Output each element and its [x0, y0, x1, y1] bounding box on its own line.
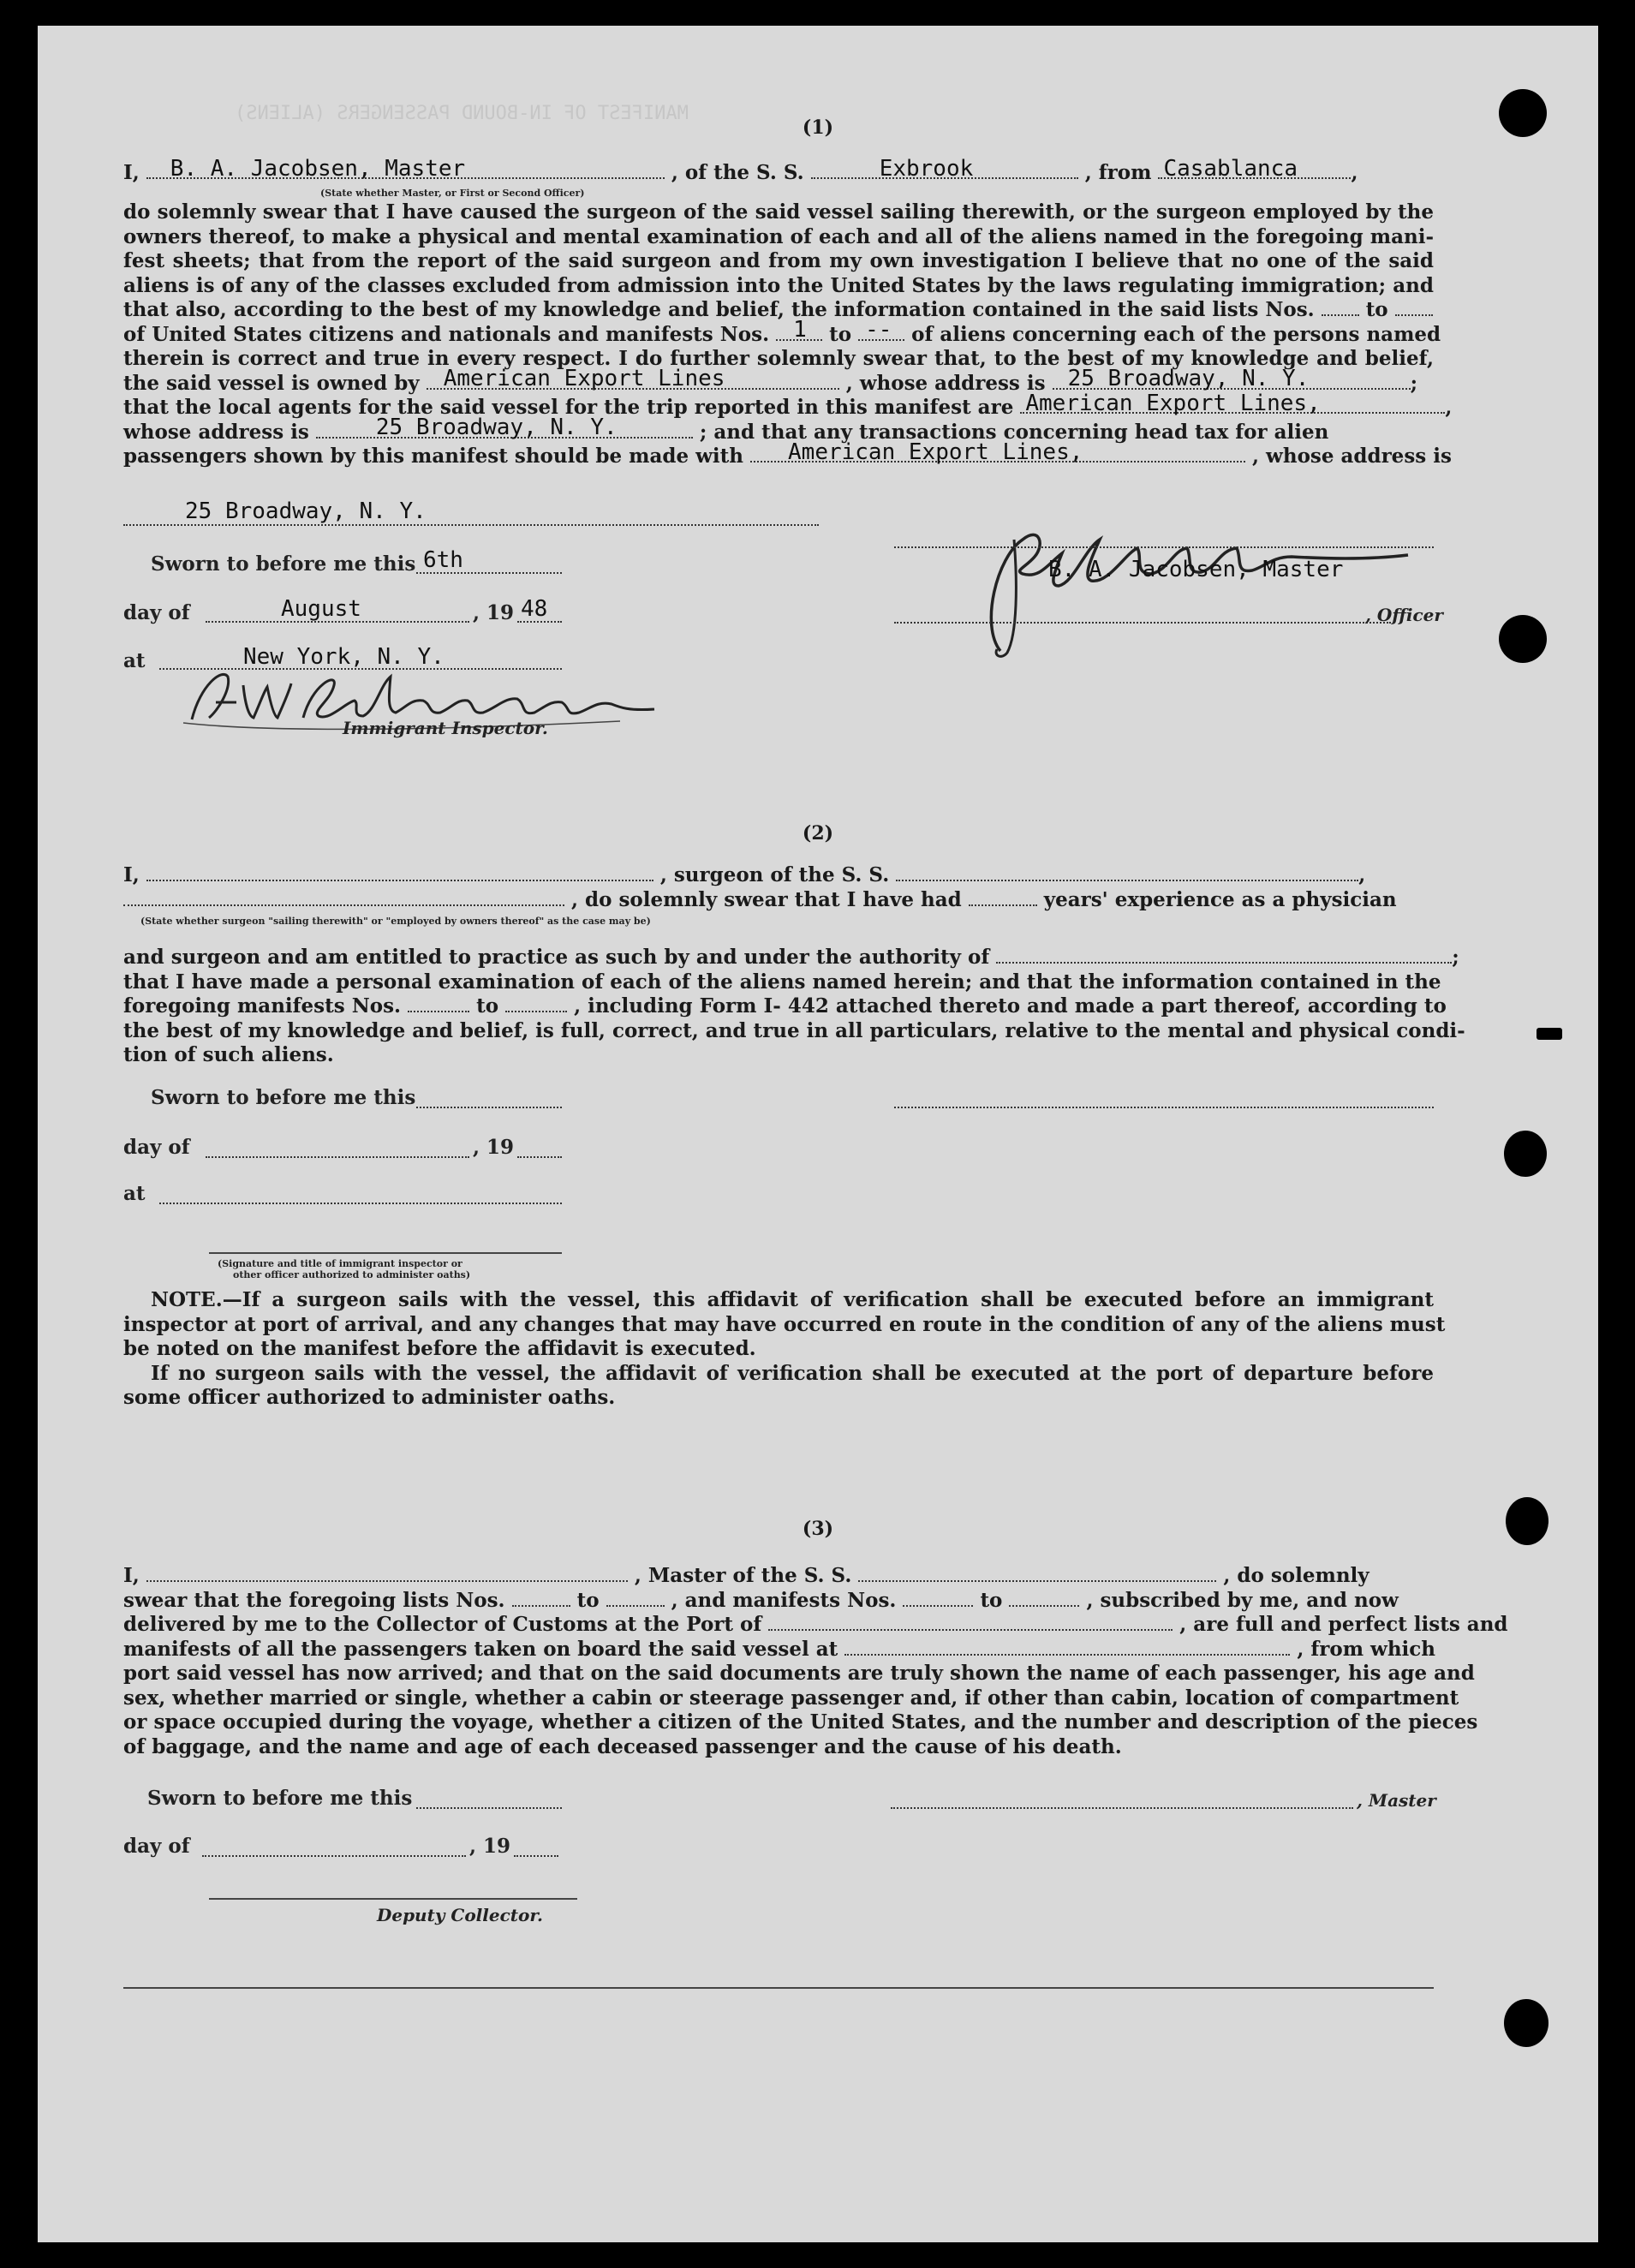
sworn-label-1: Sworn to before me this: [151, 552, 416, 576]
section-3-number: (3): [802, 1518, 834, 1540]
section3-master-name-field[interactable]: [146, 1565, 628, 1582]
section-1-number: (1): [802, 116, 834, 139]
surgeon-sworn-day-field[interactable]: [416, 1107, 562, 1108]
section3-port-field[interactable]: [768, 1614, 1173, 1631]
punch-hole: [1499, 89, 1547, 137]
surgeon-sworn-place-field[interactable]: [159, 1203, 562, 1204]
citizen-lists-to-field[interactable]: [1395, 299, 1433, 316]
officer-title-line[interactable]: [894, 622, 1391, 624]
owner-address-field[interactable]: 25 Broadway, N. Y.: [1053, 373, 1411, 390]
section3-manifests-to-field[interactable]: [1009, 1590, 1079, 1607]
section3-sworn-year-field[interactable]: [514, 1855, 558, 1857]
at-label-1: at: [123, 649, 146, 672]
inspector-caption: Immigrant Inspector.: [343, 718, 548, 738]
owner-field[interactable]: American Export Lines: [427, 373, 839, 390]
punch-hole: [1504, 1131, 1547, 1177]
day-of-label-3: day of: [123, 1835, 190, 1858]
headtax-address-value: 25 Broadway, N. Y.: [185, 498, 427, 524]
master-name-field[interactable]: B. A. Jacobsen, Master: [146, 162, 665, 179]
inspector-signature-line-2[interactable]: [209, 1252, 562, 1254]
manifest-to-field[interactable]: --: [858, 324, 904, 341]
section-3-body: I, , Master of the S. S. , do solemnly swear that the foregoing lists Nos. to , and manifests Nos. to , subscribed by me, and now delivered by me to the Collector of Customs at the Port of , are full and perfect lists and manifests of all the passengers taken on board the said vessel at , from which port said vessel has now arrived; and that on the said documents are truly shown the name of each passenger, his age and sex, whether married or single, whether a cabin or steerage passenger and, if other than cabin, location of compartment or space occupied during the voyage, whether a citizen of the United States, and the number and description of the pieces of baggage, and the name and age of each deceased passenger and the cause of his death.: [123, 1564, 1508, 1758]
master-signature: [963, 505, 1442, 677]
headtax-address-field[interactable]: [123, 524, 819, 526]
surgeon-status-field[interactable]: [123, 889, 564, 906]
section-1-header: I, B. A. Jacobsen, Master , of the S. S. Exbrook , from Casablanca ,: [123, 155, 1358, 184]
surgeon-signature-line[interactable]: [894, 1107, 1434, 1108]
section3-sworn-day-field[interactable]: [416, 1807, 562, 1809]
section3-lists-from-field[interactable]: [512, 1590, 570, 1607]
manifest-from-field[interactable]: 1: [776, 324, 822, 341]
section3-manifests-from-field[interactable]: [903, 1590, 973, 1607]
section-2-body: and surgeon and am entitled to practice as such by and under the authority of ; that I have made a personal examination of each of the aliens named herein; and that the information contained in the foregoing manifests Nos. to , including Form I- 442 attached thereto and made a part thereof, according to the best of my knowledge and belief, is full, correct, and true in all particulars, relative to the mental and physical condi- tion of such aliens.: [123, 946, 1465, 1066]
from-port-field[interactable]: Casablanca: [1158, 162, 1351, 179]
day-of-label-1: day of: [123, 601, 190, 624]
punch-hole: [1506, 1497, 1548, 1545]
surgeon-ship-field[interactable]: [896, 864, 1358, 881]
master-label: , Master: [1357, 1790, 1436, 1811]
collector-signature-line[interactable]: [209, 1898, 577, 1900]
sworn-day-value: 6th: [423, 547, 463, 573]
section3-boarding-port-field[interactable]: [844, 1638, 1290, 1656]
surgeon-sworn-year-field[interactable]: [517, 1156, 562, 1158]
section3-lists-to-field[interactable]: [606, 1590, 665, 1607]
section3-master-signature-line[interactable]: [891, 1807, 1353, 1809]
sig-caption-line1: (Signature and title of immigrant inspector or: [218, 1258, 462, 1269]
agents-address-field[interactable]: 25 Broadway, N. Y.: [316, 421, 693, 439]
section-1-body: do solemnly swear that I have caused the surgeon of the said vessel sailing therewith, or the surgeon employed by the owners thereof, to make a physical and mental examination of each and all of the aliens named in the foregoing mani- fest sheets; that from the report of the said surgeon and from my own investigation I believe that no one of the said aliens is of any of the classes excluded from admission into the United States by the laws regulating immigration; and that also, according to the best of my knowledge and belief, the information contained in the said lists Nos. to of United States citizens and nationals and manifests Nos. 1 to -- of aliens concerning each of the persons named therein is correct and true in every respect. I do further solemnly swear that, to the best of my knowledge and belief, the said vessel is owned by American Export Lines , whose address is 25 Broadway, N. Y. ; that the local agents for the said vessel for the trip reported in this manifest are American Export Lines, , whose address is 25 Broadway, N. Y. ; and that any transactions concerning head tax for alien passengers shown by this manifest should be made with American Export Lines, , whose address is: [123, 200, 1453, 468]
sworn-month-value: August: [281, 596, 361, 622]
edge-mark: [1537, 1028, 1562, 1040]
surgeon-sworn-month-field[interactable]: [206, 1156, 469, 1158]
section3-ship-field[interactable]: [858, 1565, 1216, 1582]
sworn-label-3: Sworn to before me this: [147, 1787, 413, 1810]
surgeon-manifest-to-field[interactable]: [505, 995, 567, 1012]
bottom-rule: [123, 1987, 1434, 1989]
officer-typed-name: B. A. Jacobsen, Master: [1048, 557, 1344, 582]
sworn-place-value: New York, N. Y.: [243, 644, 445, 670]
surgeon-caption: (State whether surgeon "sailing therewith" or "employed by owners thereof" as the case may be): [140, 916, 651, 927]
officer-label: , Officer: [1365, 605, 1443, 625]
surgeon-manifest-from-field[interactable]: [408, 995, 469, 1012]
master-caption: (State whether Master, or First or Second Officer): [320, 188, 585, 199]
years-experience-field[interactable]: [969, 889, 1037, 906]
at-label-2: at: [123, 1182, 146, 1205]
headtax-agent-field[interactable]: American Export Lines,: [750, 445, 1245, 463]
section-2-note: NOTE.—If a surgeon sails with the vessel, this affidavit of verification shall be executed before an immigrant inspector at port of arrival, and any changes that may have occurred en route in the condition of any of the aliens must be noted on the manifest before the affidavit is executed. If no surgeon sails with the vessel, the affidavit of verification shall be executed at the port of departure before some officer authorized to administer oaths.: [123, 1288, 1446, 1409]
bleed-through-text: MANIFEST OF IN-BOUND PASSENGERS (ALIENS): [235, 103, 689, 124]
sig-caption-line2: other officer authorized to administer oaths): [233, 1269, 471, 1280]
section-2-number: (2): [802, 822, 834, 845]
citizen-lists-from-field[interactable]: [1322, 299, 1359, 316]
punch-hole: [1499, 615, 1547, 663]
agents-field[interactable]: American Export Lines,: [1020, 397, 1445, 414]
manifest-sheet: MANIFEST OF IN-BOUND PASSENGERS (ALIENS) (1) I, B. A. Jacobsen, Master , of the S. S. Exbrook , from Casablanca , (State whether Master, or First or Second Officer) do solemnly swear that I have caused the surgeon of the said vessel sailing therewith, or the surgeon employed by the owners thereof, to make a physical and mental examination of each and all of the aliens named in the foregoing mani- fest sheets; that from the report of the said surgeon and from my own investigation I believe that no one of the said aliens is of any of the classes excluded from admission into the United States by the laws regulating immigration; and that also, according to the best of my knowledge and belief, the information contained in the said lists Nos. to of United States citizens and nationals and manifests Nos. 1 to -- of aliens concerning each of the persons named therein is correct and true in every respect. I do further solemnly swear that, to the best of my knowledge and belief, the said vessel is owned by American Export Lines , whose address is 25 Broadway, N. Y. ; that the local agents for the said vessel for the trip reported in this manifest are American Export Lines, , whose address is 25 Broadway, N. Y. ; and that any transactions concerning head tax for alien passengers shown by this manifest should be made with American Export Lines, , whose address is 25 Broadway, N. Y. Sworn to before me this 6th day of August , 19 48 at New York, N. Y. Immigrant Inspector. B. A. Jacobsen, Master , Officer (2) I, , surgeon of the S. S. , , do solemnly swear that I have had years' experience as a physician (State whether surgeon "sailing therewith" or "employed by owners thereof" as the case may be) and surgeon and am entitled to practice as such by and under the authority of ; that I have made a personal examination of each of the aliens named herein; and that the information contained in the foregoing manifests Nos. to , including Form I- 442 attached thereto and made a part thereof, according to the best of my knowledge and belief, is full, correct, and true in all particulars, relative to the mental and physical condi- tion of such aliens. Sworn to before me this day of , 19 at (Signature and title of immigrant inspector or other officer authorized to administer oaths) NOTE.—If a surgeon sails with the vessel, this affidavit of verification shall be executed before an immigrant inspector at port of arrival, and any changes that may have occurred en route in the condition of any of the aliens must be noted on the manifest before the affidavit is executed. If no surgeon sails with the vessel, the affidavit of verification shall be executed at the port of departure before some officer authorized to administer oaths. (3) I, , Master of the S. S. , do solemnly swear that the foregoing lists Nos. to , and manifests Nos. to , subscribed by me, and now delivered by me to the Collector of Customs at the Port of , are full and perfect lists and manifests of all the passengers taken on board the said vessel at , from which port said vessel has now arrived; and that on the said documents are truly shown the name of each passenger, his age and sex, whether married or single, whether a cabin or steerage passenger and, if other than cabin, location of compartment or space occupied during the voyage, whether a citizen of the United States, and the number and description of the pieces of baggage, and the name and age of each deceased passenger and the cause of his death. Sworn to before me this , Master day of , 19 Deputy Collector.: [38, 26, 1598, 2242]
section-2-header: I, , surgeon of the S. S. , , do solemnly swear that I have had years' experience as a physician: [123, 863, 1397, 911]
punch-hole: [1504, 1999, 1548, 2047]
surgeon-name-field[interactable]: [146, 864, 653, 881]
sworn-label-2: Sworn to before me this: [151, 1086, 416, 1109]
day-of-label-2: day of: [123, 1136, 190, 1159]
sworn-year-value: 48: [521, 596, 548, 622]
authority-field[interactable]: [996, 946, 1452, 964]
officer-signature-line[interactable]: [894, 546, 1434, 548]
section3-sworn-month-field[interactable]: [202, 1855, 466, 1857]
collector-caption: Deputy Collector.: [377, 1905, 544, 1925]
ship-name-field[interactable]: Exbrook: [811, 162, 1078, 179]
